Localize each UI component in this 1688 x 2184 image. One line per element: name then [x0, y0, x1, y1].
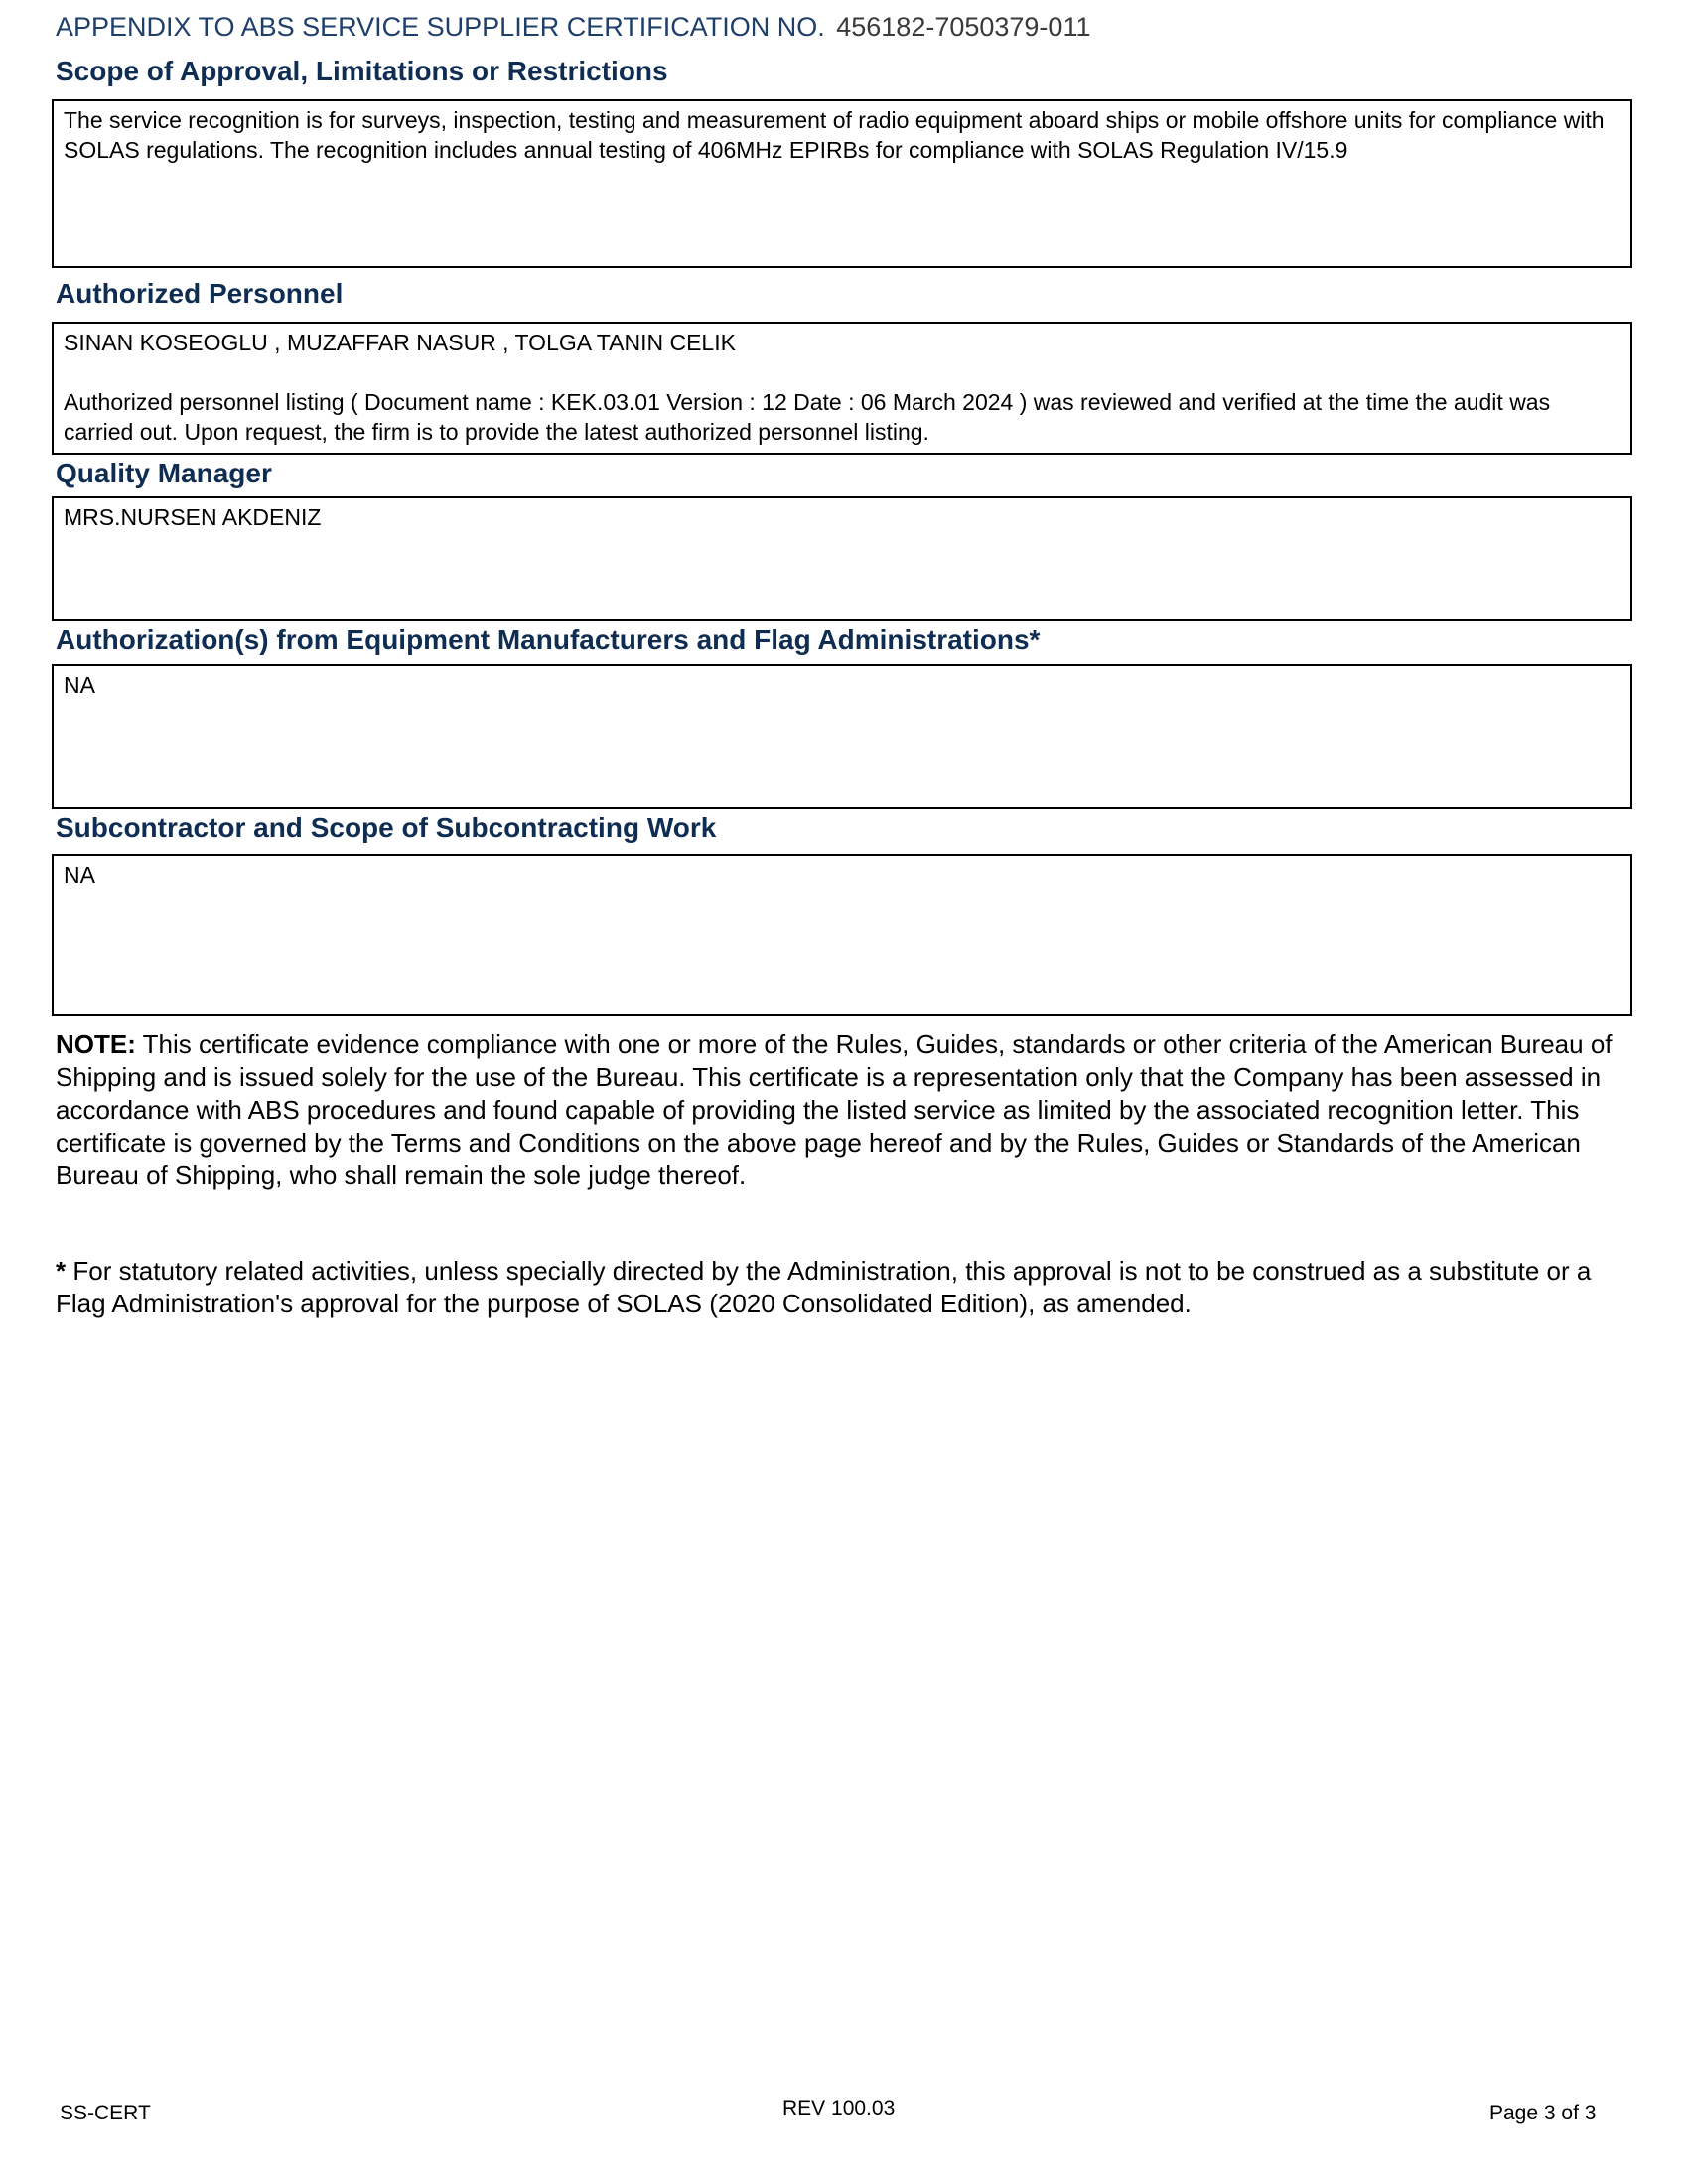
footnote-mark: * [56, 1256, 67, 1286]
quality-manager-box [52, 496, 1632, 621]
revision-label: REV 100.03 [782, 2097, 896, 2119]
spacer [64, 357, 1620, 387]
subcontractor-box [52, 854, 1632, 1016]
header-title: APPENDIX TO ABS SERVICE SUPPLIER CERTIFICATION NO. [56, 12, 825, 42]
subcontractor-text: NA [64, 862, 95, 887]
quality-manager-name: MRS.NURSEN AKDENIZ [64, 504, 322, 530]
scope-text: The service recognition is for surveys, inspection, testing and measurement of radio equipment aboard ships or mobile offshore units for compliance with SOLAS regulations. The recognition includes annual testing of 406MHz EPIRBs for compliance with SOLAS Regulation IV/15.9 [64, 107, 1605, 163]
form-code: SS-CERT [60, 2102, 151, 2124]
note-paragraph [56, 1028, 1644, 1192]
scope-box [52, 99, 1632, 268]
authorizations-text: NA [64, 672, 95, 698]
note-label: NOTE: [56, 1029, 136, 1059]
page-number: Page 3 of 3 [1489, 2102, 1597, 2124]
note-text: This certificate evidence compliance with one or more of the Rules, Guides, standards or other criteria of the American Bureau of Shipping and is issued solely for the use of the Bureau. This certificate is a representation only that the Company has been assessed in accordance with ABS procedures and found capable of providing the listed service as limited by the associated recognition letter. This certificate is governed by the Terms and Conditions on the above page hereof and by the Rules, Guides or Standards of the American Bureau of Shipping, who shall remain the sole judge thereof. [56, 1029, 1613, 1190]
authorizations-heading: Authorization(s) from Equipment Manufacturers and Flag Administrations* [56, 624, 1041, 655]
document-header [56, 12, 1090, 43]
personnel-box [52, 322, 1632, 455]
footnote-text: For statutory related activities, unless specially directed by the Administration, this approval is not to be construed as a substitute or a Flag Administration's approval for the purpose of SOLAS (2020 Consolidated Edition), as amended. [56, 1256, 1592, 1318]
personnel-heading: Authorized Personnel [56, 278, 344, 309]
personnel-listing-note: Authorized personnel listing ( Document name : KEK.03.01 Version : 12 Date : 06 March 2024 ) was reviewed and verified at the time the audit was carried out. Upon request, the firm is to provide the latest authorized personnel listing. [64, 389, 1551, 445]
quality-manager-heading: Quality Manager [56, 458, 272, 488]
authorizations-box [52, 664, 1632, 809]
footnote-paragraph [56, 1255, 1644, 1320]
scope-heading: Scope of Approval, Limitations or Restrictions [56, 56, 668, 86]
certificate-number: 456182-7050379-011 [836, 12, 1091, 42]
personnel-names: SINAN KOSEOGLU , MUZAFFAR NASUR , TOLGA TANIN CELIK [64, 330, 736, 355]
subcontractor-heading: Subcontractor and Scope of Subcontracting Work [56, 812, 717, 843]
